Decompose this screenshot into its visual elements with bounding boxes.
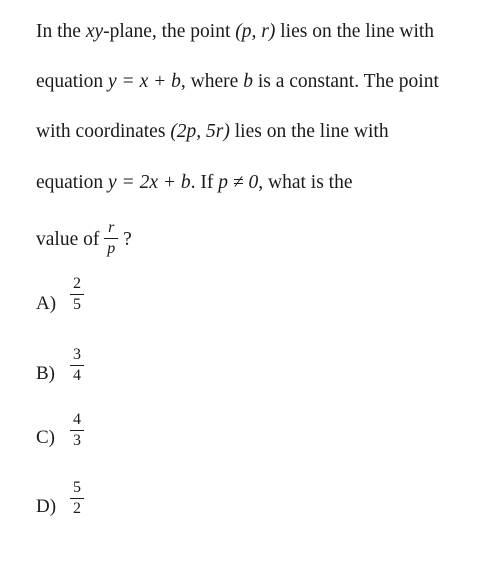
fraction-bar — [70, 365, 84, 366]
math-condition: p ≠ 0 — [218, 172, 259, 193]
choice-letter: D) — [36, 496, 57, 517]
question-line-5 — [36, 219, 132, 259]
question-text: with coordinates — [36, 121, 171, 142]
question-text: -plane, the point — [103, 21, 236, 42]
question-text: , where — [180, 71, 244, 92]
fraction-denominator: p — [107, 240, 116, 257]
fraction-bar — [70, 430, 84, 431]
fraction-numerator: 3 — [73, 346, 81, 363]
choice-fraction — [70, 276, 84, 313]
choice-letter: C) — [36, 427, 55, 448]
question-text: lies on the line with — [229, 121, 389, 142]
fraction-bar — [70, 294, 84, 295]
question-text: equation — [36, 172, 109, 193]
choice-letter: A) — [36, 293, 57, 314]
math-point: (2p, 5r) — [170, 121, 230, 142]
fraction-denominator: 5 — [73, 296, 81, 313]
math-equation: y = x + b — [108, 71, 181, 92]
fraction-bar — [70, 498, 84, 499]
choice-letter: B) — [36, 363, 55, 384]
question-line-2 — [36, 70, 439, 94]
fraction-denominator: 2 — [73, 500, 81, 517]
fraction-bar — [104, 238, 118, 239]
choice-fraction — [70, 480, 84, 517]
choice-c[interactable] — [36, 412, 156, 472]
math-equation: y = 2x + b — [108, 172, 191, 193]
math-point: (p, r) — [235, 21, 276, 42]
choice-d[interactable] — [36, 480, 156, 540]
choice-fraction — [70, 412, 84, 449]
choice-fraction — [70, 347, 84, 384]
question-text: . If — [190, 172, 219, 193]
question-line-1 — [36, 20, 434, 44]
question-text: lies on the line with — [275, 21, 435, 42]
question-line-4 — [36, 171, 352, 195]
fraction-numerator: 2 — [73, 275, 81, 292]
fraction-r-over-p — [104, 220, 118, 257]
question-text: ? — [118, 228, 132, 250]
fraction-denominator: 4 — [73, 367, 81, 384]
question-text: value of — [36, 228, 105, 250]
fraction-denominator: 3 — [73, 432, 81, 449]
math-variable: b — [243, 71, 253, 92]
question-text: is a constant. The point — [252, 71, 439, 92]
question-text: equation — [36, 71, 109, 92]
choice-b[interactable] — [36, 347, 156, 407]
question-text: In the — [36, 21, 86, 42]
fraction-numerator: 4 — [73, 411, 81, 428]
fraction-numerator: r — [108, 219, 115, 236]
question-text: , what is the — [258, 172, 353, 193]
math-xy: xy — [85, 21, 104, 42]
fraction-numerator: 5 — [73, 479, 81, 496]
question-line-3 — [36, 120, 389, 144]
choice-a[interactable] — [36, 276, 156, 336]
